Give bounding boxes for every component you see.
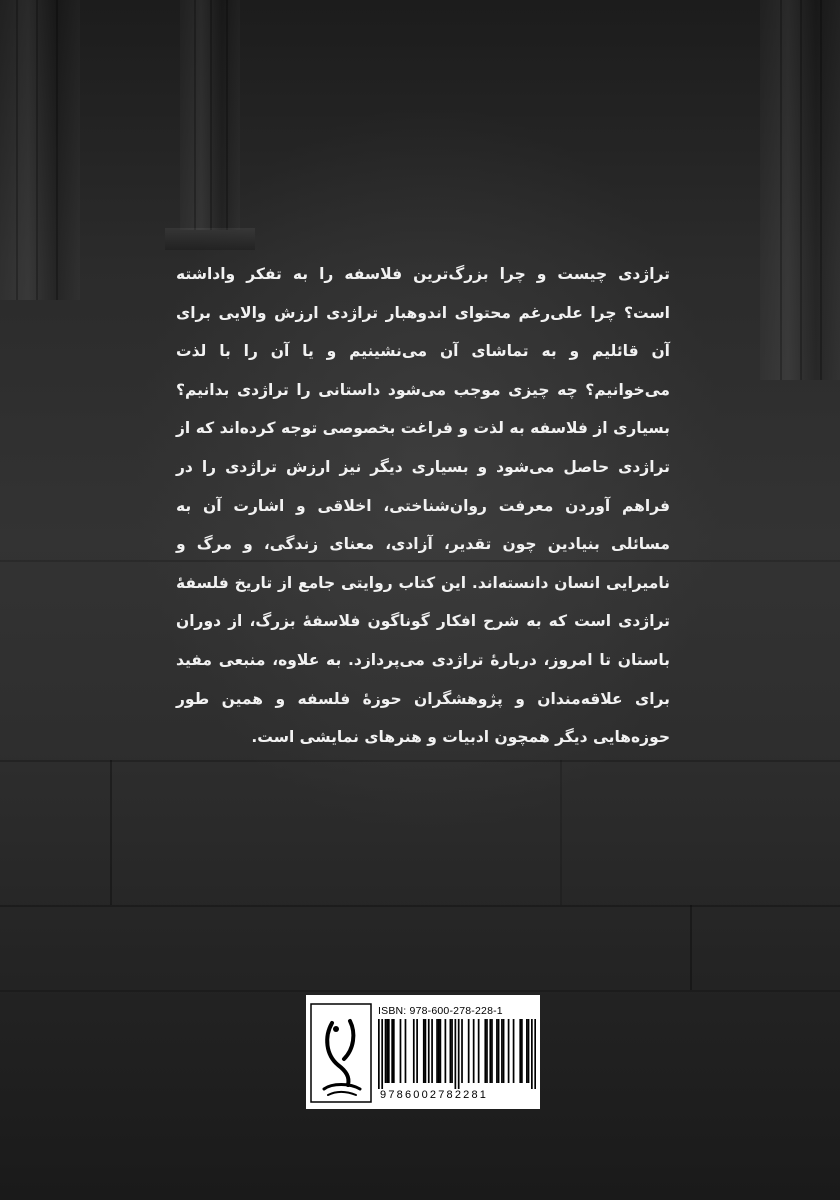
barcode-bar [450,1019,452,1083]
background-column [760,0,840,380]
barcode-bar [508,1019,510,1083]
barcode-bar [486,1019,488,1083]
barcode-bar [425,1019,427,1083]
barcode-bar [413,1019,415,1083]
barcode-bar [438,1019,440,1083]
back-cover-blurb: تراژدی چیست و چرا بزرگ‌ترین فلاسفه را به تفکر واداشته است؟ چرا علی‌رغم محتوای اندوهبار تراژدی ارزش والایی برای آن قائلیم و به تماشای آن می‌نشینیم و یا آن را با لذت می‌خوانیم؟ چه چیزی موجب می‌شود داستانی را تراژدی بدانیم؟ بسیاری از فلاسفه به لذت و فراغت بخصوصی توجه کرده‌اند که از تراژدی حاصل می‌شود و بسیاری دیگر نیز ارزش تراژدی را در فراهم آوردن معرفت روان‌شناختی، اخلاقی و اشارت آن به مسائلی بنیادین چون تقدیر، آزادی، معنای زندگی، و مرگ و نامیرایی انسان دانسته‌اند. این کتاب روایتی جامع از تاریخ فلسفهٔ تراژدی است که به شرح افکار گوناگون فلاسفهٔ بزرگ، از دوران باستان تا امروز، دربارهٔ تراژدی می‌پردازد. به علاوه، منبعی مفید برای علاقه‌مندان و پژوهشگران حوزهٔ فلسفه و همین طور حوزه‌هایی دیگر همچون ادبیات و هنرهای نمایشی است. [176,265,670,747]
publisher-logo-icon [310,1003,372,1103]
barcode-bar [531,1019,533,1089]
background-column [180,0,240,230]
barcode-bar [381,1019,383,1089]
isbn-barcode-panel [306,995,540,1109]
barcode [378,1019,536,1089]
barcode-bar [484,1019,486,1083]
barcode-bar [496,1019,498,1083]
barcode-bar [386,1019,388,1083]
barcode-bar [473,1019,475,1083]
barcode-bar [428,1019,430,1083]
barcode-bar [423,1019,425,1083]
barcode-bar [388,1019,390,1083]
barcode-bar [513,1019,515,1083]
background-stone-line [0,990,840,992]
barcode-bar [405,1019,407,1083]
barcode-bar [528,1019,530,1083]
barcode-bar [385,1019,387,1083]
barcode-bar [445,1019,447,1083]
barcode-bar [440,1019,442,1083]
barcode-bar [400,1019,402,1083]
barcode-bar [455,1019,457,1089]
background-stone-line [690,905,692,990]
barcode-bar [436,1019,438,1083]
barcode-bar [519,1019,521,1083]
background-stone-line [0,905,840,907]
background-stone-line [110,760,112,905]
barcode-bar [489,1019,491,1083]
background-column [0,0,80,300]
barcode-bar [391,1019,393,1083]
barcode-bar [431,1019,433,1083]
barcode-bar [491,1019,493,1083]
barcode-bar [468,1019,470,1083]
background-stone-line [0,760,840,762]
barcode-bar [461,1019,463,1083]
barcode-bar [416,1019,418,1083]
background-capital [165,228,255,250]
isbn-label: ISBN: 978-600-278-228-1 [378,1005,503,1017]
barcode-bar [378,1019,380,1089]
barcode-bar [526,1019,528,1083]
barcode-bar [521,1019,523,1083]
barcode-bar [458,1019,460,1089]
barcode-bar [534,1019,536,1089]
barcode-bar [503,1019,505,1083]
barcode-bar [501,1019,503,1083]
barcode-bar [393,1019,395,1083]
barcode-bar [498,1019,500,1083]
barcode-digits: 9786002782281 [380,1089,489,1101]
background-stone-line [560,760,562,905]
barcode-bar [451,1019,453,1083]
barcode-bar [478,1019,480,1083]
